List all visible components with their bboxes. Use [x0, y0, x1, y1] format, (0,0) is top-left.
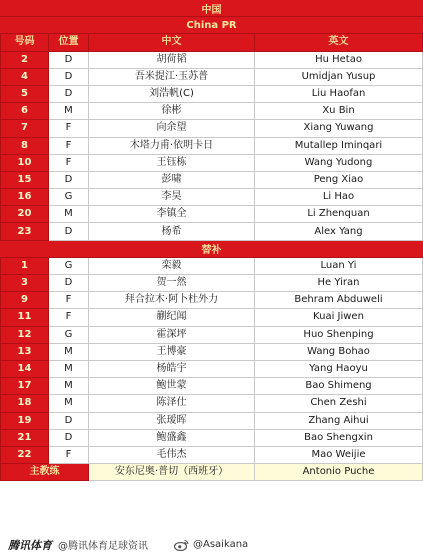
player-position: G [49, 327, 89, 344]
player-position: M [49, 395, 89, 412]
team-title-en: China PR [0, 17, 423, 34]
player-chinese-name: 贺一然 [89, 275, 255, 292]
header-english-name: 英文 [255, 34, 423, 51]
player-english-name: Liu Haofan [255, 86, 423, 103]
player-position: D [49, 223, 89, 240]
player-english-name: Alex Yang [255, 223, 423, 240]
player-chinese-name: 李镇全 [89, 206, 255, 223]
player-chinese-name: 徐彬 [89, 103, 255, 120]
table-row [0, 120, 423, 137]
team-title-zh: 中国 [0, 0, 423, 17]
player-number: 18 [0, 395, 49, 412]
player-chinese-name: 刘浩帆(C) [89, 86, 255, 103]
player-chinese-name: 霍深坪 [89, 327, 255, 344]
player-chinese-name: 鲍世蒙 [89, 378, 255, 395]
player-position: F [49, 292, 89, 309]
weibo-handle: @Asaikana [193, 539, 249, 550]
player-position: F [49, 309, 89, 326]
player-chinese-name: 杨希 [89, 223, 255, 240]
starters-table [0, 52, 423, 241]
player-number: 9 [0, 292, 49, 309]
table-row [0, 275, 423, 292]
player-number: 1 [0, 258, 49, 275]
table-row [0, 172, 423, 189]
player-english-name: Huo Shenping [255, 327, 423, 344]
table-row [0, 413, 423, 430]
table-row [0, 223, 423, 240]
table-row [0, 86, 423, 103]
player-chinese-name: 王钰栋 [89, 155, 255, 172]
player-english-name: Behram Abduweli [255, 292, 423, 309]
player-chinese-name: 拜合拉木·阿卜杜外力 [89, 292, 255, 309]
header-position: 位置 [49, 34, 89, 51]
player-chinese-name: 蒯纪闻 [89, 309, 255, 326]
table-row [0, 430, 423, 447]
player-number: 7 [0, 120, 49, 137]
player-number: 11 [0, 309, 49, 326]
footer-credits [0, 530, 423, 559]
player-position: M [49, 206, 89, 223]
player-position: D [49, 52, 89, 69]
subs-table [0, 258, 423, 464]
player-number: 8 [0, 138, 49, 155]
player-position: M [49, 103, 89, 120]
table-row [0, 361, 423, 378]
source-handle: @腾讯体育足球资讯 [58, 541, 148, 552]
player-position: M [49, 344, 89, 361]
player-number: 14 [0, 361, 49, 378]
table-row [0, 189, 423, 206]
player-english-name: Bao Shimeng [255, 378, 423, 395]
player-position: F [49, 447, 89, 464]
player-number: 19 [0, 413, 49, 430]
player-english-name: Kuai Jiwen [255, 309, 423, 326]
table-row [0, 155, 423, 172]
table-row [0, 52, 423, 69]
player-english-name: Li Zhenquan [255, 206, 423, 223]
subs-title: 替补 [0, 241, 423, 258]
player-number: 21 [0, 430, 49, 447]
player-position: D [49, 172, 89, 189]
table-header [0, 34, 423, 51]
player-chinese-name: 鲍盛鑫 [89, 430, 255, 447]
player-chinese-name: 栾毅 [89, 258, 255, 275]
player-position: F [49, 155, 89, 172]
player-position: G [49, 258, 89, 275]
player-position: D [49, 86, 89, 103]
player-number: 23 [0, 223, 49, 240]
player-position: M [49, 361, 89, 378]
player-chinese-name: 毛伟杰 [89, 447, 255, 464]
player-number: 16 [0, 189, 49, 206]
player-position: F [49, 138, 89, 155]
player-number: 6 [0, 103, 49, 120]
coach-label: 主教练 [0, 464, 89, 481]
brand-logo-text: 腾讯体育 [8, 538, 52, 552]
player-chinese-name: 陈泽仕 [89, 395, 255, 412]
player-position: D [49, 275, 89, 292]
player-english-name: Luan Yi [255, 258, 423, 275]
table-row [0, 206, 423, 223]
player-english-name: Hu Hetao [255, 52, 423, 69]
header-number: 号码 [0, 34, 49, 51]
player-english-name: Bao Shengxin [255, 430, 423, 447]
player-number: 4 [0, 69, 49, 86]
player-chinese-name: 木塔力甫·依明卡日 [89, 138, 255, 155]
player-position: D [49, 430, 89, 447]
table-row [0, 103, 423, 120]
table-row [0, 309, 423, 326]
table-row [0, 258, 423, 275]
player-english-name: He Yiran [255, 275, 423, 292]
player-number: 3 [0, 275, 49, 292]
table-row [0, 138, 423, 155]
player-english-name: Mao Weijie [255, 447, 423, 464]
player-number: 5 [0, 86, 49, 103]
coach-chinese-name: 安东尼奥·普切（西班牙） [89, 464, 255, 481]
coach-row [0, 464, 423, 481]
player-number: 10 [0, 155, 49, 172]
player-english-name: Peng Xiao [255, 172, 423, 189]
player-position: D [49, 413, 89, 430]
table-row [0, 344, 423, 361]
table-row [0, 447, 423, 464]
player-position: F [49, 120, 89, 137]
header-chinese-name: 中文 [89, 34, 255, 51]
table-row [0, 395, 423, 412]
player-english-name: Xiang Yuwang [255, 120, 423, 137]
player-chinese-name: 向余望 [89, 120, 255, 137]
player-position: G [49, 189, 89, 206]
player-english-name: Yang Haoyu [255, 361, 423, 378]
table-row [0, 378, 423, 395]
player-chinese-name: 胡荷韬 [89, 52, 255, 69]
player-chinese-name: 彭啸 [89, 172, 255, 189]
player-english-name: Umidjan Yusup [255, 69, 423, 86]
weibo-icon [174, 539, 189, 551]
player-chinese-name: 杨皓宇 [89, 361, 255, 378]
player-position: M [49, 378, 89, 395]
table-row [0, 292, 423, 309]
coach-english-name: Antonio Puche [255, 464, 423, 481]
player-english-name: Zhang Aihui [255, 413, 423, 430]
table-row [0, 69, 423, 86]
player-english-name: Wang Yudong [255, 155, 423, 172]
player-chinese-name: 张瑷晖 [89, 413, 255, 430]
player-number: 15 [0, 172, 49, 189]
table-row [0, 327, 423, 344]
player-english-name: Chen Zeshi [255, 395, 423, 412]
player-chinese-name: 吾米提江·玉苏普 [89, 69, 255, 86]
player-number: 13 [0, 344, 49, 361]
player-position: D [49, 69, 89, 86]
player-chinese-name: 王博豪 [89, 344, 255, 361]
player-english-name: Wang Bohao [255, 344, 423, 361]
player-number: 22 [0, 447, 49, 464]
player-english-name: Xu Bin [255, 103, 423, 120]
player-number: 20 [0, 206, 49, 223]
player-english-name: Li Hao [255, 189, 423, 206]
player-english-name: Mutallep Iminqari [255, 138, 423, 155]
player-number: 2 [0, 52, 49, 69]
player-number: 17 [0, 378, 49, 395]
player-number: 12 [0, 327, 49, 344]
player-chinese-name: 李昊 [89, 189, 255, 206]
